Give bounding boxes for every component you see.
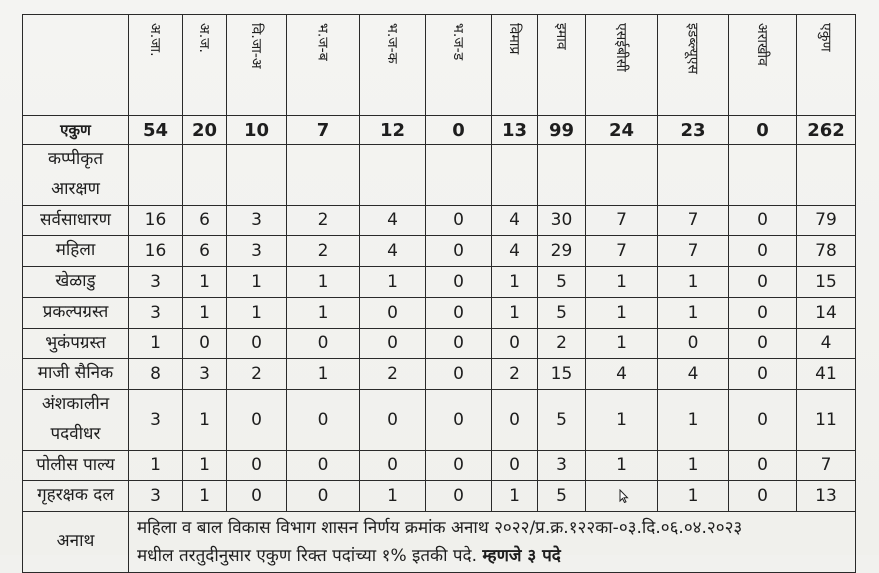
table-cell: 1 xyxy=(658,481,729,512)
table-cell: 1 xyxy=(183,450,227,481)
table-cell: 1 xyxy=(658,450,729,481)
table-cell: 0 xyxy=(492,328,538,359)
table-cell: 78 xyxy=(797,236,856,267)
table-cell: 16 xyxy=(129,236,183,267)
table-cell: 0 xyxy=(729,450,797,481)
table-cell: 2 xyxy=(492,359,538,390)
column-header: भ.ज-ड xyxy=(426,15,492,116)
table-cell: 0 xyxy=(287,481,360,512)
column-header: इडब्ल्यूएस xyxy=(658,15,729,116)
table-cell: 1 xyxy=(129,328,183,359)
table-cell: 2 xyxy=(538,328,586,359)
table-cell: 1 xyxy=(492,481,538,512)
table-cell: 0 xyxy=(729,297,797,328)
footer-note xyxy=(129,512,856,573)
footer-row xyxy=(23,512,856,573)
table-cell: 1 xyxy=(183,390,227,451)
table-cell: 12 xyxy=(360,116,426,145)
table-cell: 0 xyxy=(729,481,797,512)
column-header: वि.जा-अ xyxy=(227,15,287,116)
table-cell: 0 xyxy=(426,267,492,298)
table-cell: 7 xyxy=(658,236,729,267)
table-row xyxy=(23,205,856,236)
table-cell: 0 xyxy=(729,205,797,236)
table-cell: 0 xyxy=(227,481,287,512)
table-cell: 1 xyxy=(360,481,426,512)
table-cell: 4 xyxy=(658,359,729,390)
table-cell: 1 xyxy=(287,267,360,298)
table-cell: 0 xyxy=(492,450,538,481)
table-cell: 0 xyxy=(227,328,287,359)
table-cell: 0 xyxy=(426,481,492,512)
table-cell: 99 xyxy=(538,116,586,145)
table-cell: 3 xyxy=(129,390,183,451)
table-cell: 0 xyxy=(426,116,492,145)
corner-cell xyxy=(23,15,129,116)
table-cell: 0 xyxy=(492,390,538,451)
table-cell: 0 xyxy=(658,328,729,359)
table-cell: 4 xyxy=(492,236,538,267)
table-cell: 0 xyxy=(729,359,797,390)
column-header: विमाप्र xyxy=(492,15,538,116)
row-label: भुकंपग्रस्त xyxy=(23,328,129,359)
column-header: अ.जा. xyxy=(129,15,183,116)
table-cell: 0 xyxy=(426,359,492,390)
table-cell: 2 xyxy=(227,359,287,390)
row-label: माजी सैनिक xyxy=(23,359,129,390)
table-cell: 2 xyxy=(287,205,360,236)
table-cell: 0 xyxy=(287,390,360,451)
table-cell: 1 xyxy=(227,267,287,298)
table-cell: 54 xyxy=(129,116,183,145)
table-cell: 0 xyxy=(287,328,360,359)
table-row xyxy=(23,297,856,328)
table-row xyxy=(23,267,856,298)
table-cell: 10 xyxy=(227,116,287,145)
table-cell: 29 xyxy=(538,236,586,267)
table-row xyxy=(23,390,856,451)
table-cell: 1 xyxy=(183,267,227,298)
table-cell: 7 xyxy=(658,205,729,236)
table-cell: 1 xyxy=(492,267,538,298)
mouse-cursor-icon xyxy=(619,488,629,502)
row-label: खेळाडु xyxy=(23,267,129,298)
table-cell: 20 xyxy=(183,116,227,145)
table-cell: 0 xyxy=(287,450,360,481)
table-cell: 0 xyxy=(729,116,797,145)
table-cell: 0 xyxy=(426,205,492,236)
table-cell: 41 xyxy=(797,359,856,390)
row-label: सर्वसाधारण xyxy=(23,205,129,236)
table-row xyxy=(23,359,856,390)
table-cell: 14 xyxy=(797,297,856,328)
table-cell: 0 xyxy=(426,328,492,359)
table-cell: 0 xyxy=(426,236,492,267)
column-header: इमाव xyxy=(538,15,586,116)
table-cell: 1 xyxy=(586,328,658,359)
table-cell: 3 xyxy=(129,481,183,512)
table-cell: 6 xyxy=(183,236,227,267)
table-cell: 6 xyxy=(183,205,227,236)
table-cell: 3 xyxy=(129,267,183,298)
table-cell: 3 xyxy=(538,450,586,481)
table-cell: 4 xyxy=(797,328,856,359)
footer-line-1: महिला व बाल विकास विभाग शासन निर्णय क्रमांक अनाथ २०२२/प्र.क्र.१२२का-०३.दि.०६.०४.२०२३ xyxy=(137,518,743,538)
table-cell: 24 xyxy=(586,116,658,145)
table-cell: 7 xyxy=(287,116,360,145)
row-label: पोलीस पाल्य xyxy=(23,450,129,481)
table-cell: 0 xyxy=(426,297,492,328)
table-cell: 8 xyxy=(129,359,183,390)
table-cell: 0 xyxy=(426,450,492,481)
column-header: भ.ज-क xyxy=(360,15,426,116)
table-cell: 3 xyxy=(129,297,183,328)
row-label: एकुण xyxy=(23,116,129,145)
column-header: एसईबीसी xyxy=(586,15,658,116)
table-cell: 2 xyxy=(360,359,426,390)
table-cell: 0 xyxy=(426,390,492,451)
table-cell: 15 xyxy=(538,359,586,390)
table-cell: 262 xyxy=(797,116,856,145)
table-row xyxy=(23,481,856,512)
row-label: गृहरक्षक दल xyxy=(23,481,129,512)
column-header: अराखीव xyxy=(729,15,797,116)
table-cell: 16 xyxy=(129,205,183,236)
table-cell: 7 xyxy=(586,205,658,236)
table-cell: 0 xyxy=(729,236,797,267)
section-label: कप्पीकृत आरक्षण xyxy=(23,145,129,206)
table-cell: 15 xyxy=(797,267,856,298)
table-cell: 1 xyxy=(492,297,538,328)
table-cell: 5 xyxy=(538,390,586,451)
table-cell: 30 xyxy=(538,205,586,236)
footer-line-2: मधील तरतुदीनुसार एकुण रिक्त पदांच्या १% इतकी पदे. xyxy=(137,546,477,567)
table-cell: 3 xyxy=(227,236,287,267)
table-cell: 23 xyxy=(658,116,729,145)
column-header: भ.ज-ब xyxy=(287,15,360,116)
table-cell: 79 xyxy=(797,205,856,236)
table-row xyxy=(23,328,856,359)
table-cell: 2 xyxy=(287,236,360,267)
table-cell: 4 xyxy=(360,205,426,236)
table-cell: 1 xyxy=(586,450,658,481)
table-cell: 13 xyxy=(492,116,538,145)
table-cell: 7 xyxy=(586,236,658,267)
table-cell: 0 xyxy=(360,328,426,359)
row-label: प्रकल्पग्रस्त xyxy=(23,297,129,328)
table-cell: 0 xyxy=(227,390,287,451)
table-cell: 0 xyxy=(360,297,426,328)
table-cell: 4 xyxy=(586,359,658,390)
footer-bold-text: म्हणजे ३ पदे xyxy=(482,546,561,567)
table-cell: 1 xyxy=(183,481,227,512)
table-cell: 0 xyxy=(360,450,426,481)
table-cell: 7 xyxy=(797,450,856,481)
column-header: अ.ज. xyxy=(183,15,227,116)
table-cell: 1 xyxy=(658,390,729,451)
table-cell: 3 xyxy=(183,359,227,390)
column-header: एकुण xyxy=(797,15,856,116)
table-cell: 1 xyxy=(658,267,729,298)
table-cell: 0 xyxy=(227,450,287,481)
table-cell: 1 xyxy=(586,297,658,328)
table-row xyxy=(23,450,856,481)
table-cell: 0 xyxy=(729,328,797,359)
table-cell: 5 xyxy=(538,297,586,328)
footer-label: अनाथ xyxy=(23,512,129,573)
table-cell: 5 xyxy=(538,481,586,512)
table-cell: 13 xyxy=(797,481,856,512)
table-cell: 1 xyxy=(287,359,360,390)
table-cell: 3 xyxy=(227,205,287,236)
table-cell: 1 xyxy=(287,297,360,328)
table-cell: 0 xyxy=(729,267,797,298)
section-row xyxy=(23,145,856,206)
table-cell: 1 xyxy=(227,297,287,328)
table-cell: 1 xyxy=(360,267,426,298)
row-label: अंशकालीन पदवीधर xyxy=(23,390,129,451)
table-row xyxy=(23,236,856,267)
table-cell: 5 xyxy=(538,267,586,298)
table-cell: 0 xyxy=(183,328,227,359)
total-row xyxy=(23,116,856,145)
table-cell: 4 xyxy=(360,236,426,267)
table-cell: 0 xyxy=(360,390,426,451)
header-row xyxy=(23,15,856,116)
table-cell: 1 xyxy=(129,450,183,481)
table-cell xyxy=(586,481,658,512)
table-cell: 11 xyxy=(797,390,856,451)
table-cell: 1 xyxy=(586,267,658,298)
table-cell: 1 xyxy=(658,297,729,328)
reservation-table xyxy=(22,14,856,573)
table-cell: 4 xyxy=(492,205,538,236)
table-cell: 0 xyxy=(729,390,797,451)
table-cell: 1 xyxy=(183,297,227,328)
row-label: महिला xyxy=(23,236,129,267)
table-cell: 1 xyxy=(586,390,658,451)
